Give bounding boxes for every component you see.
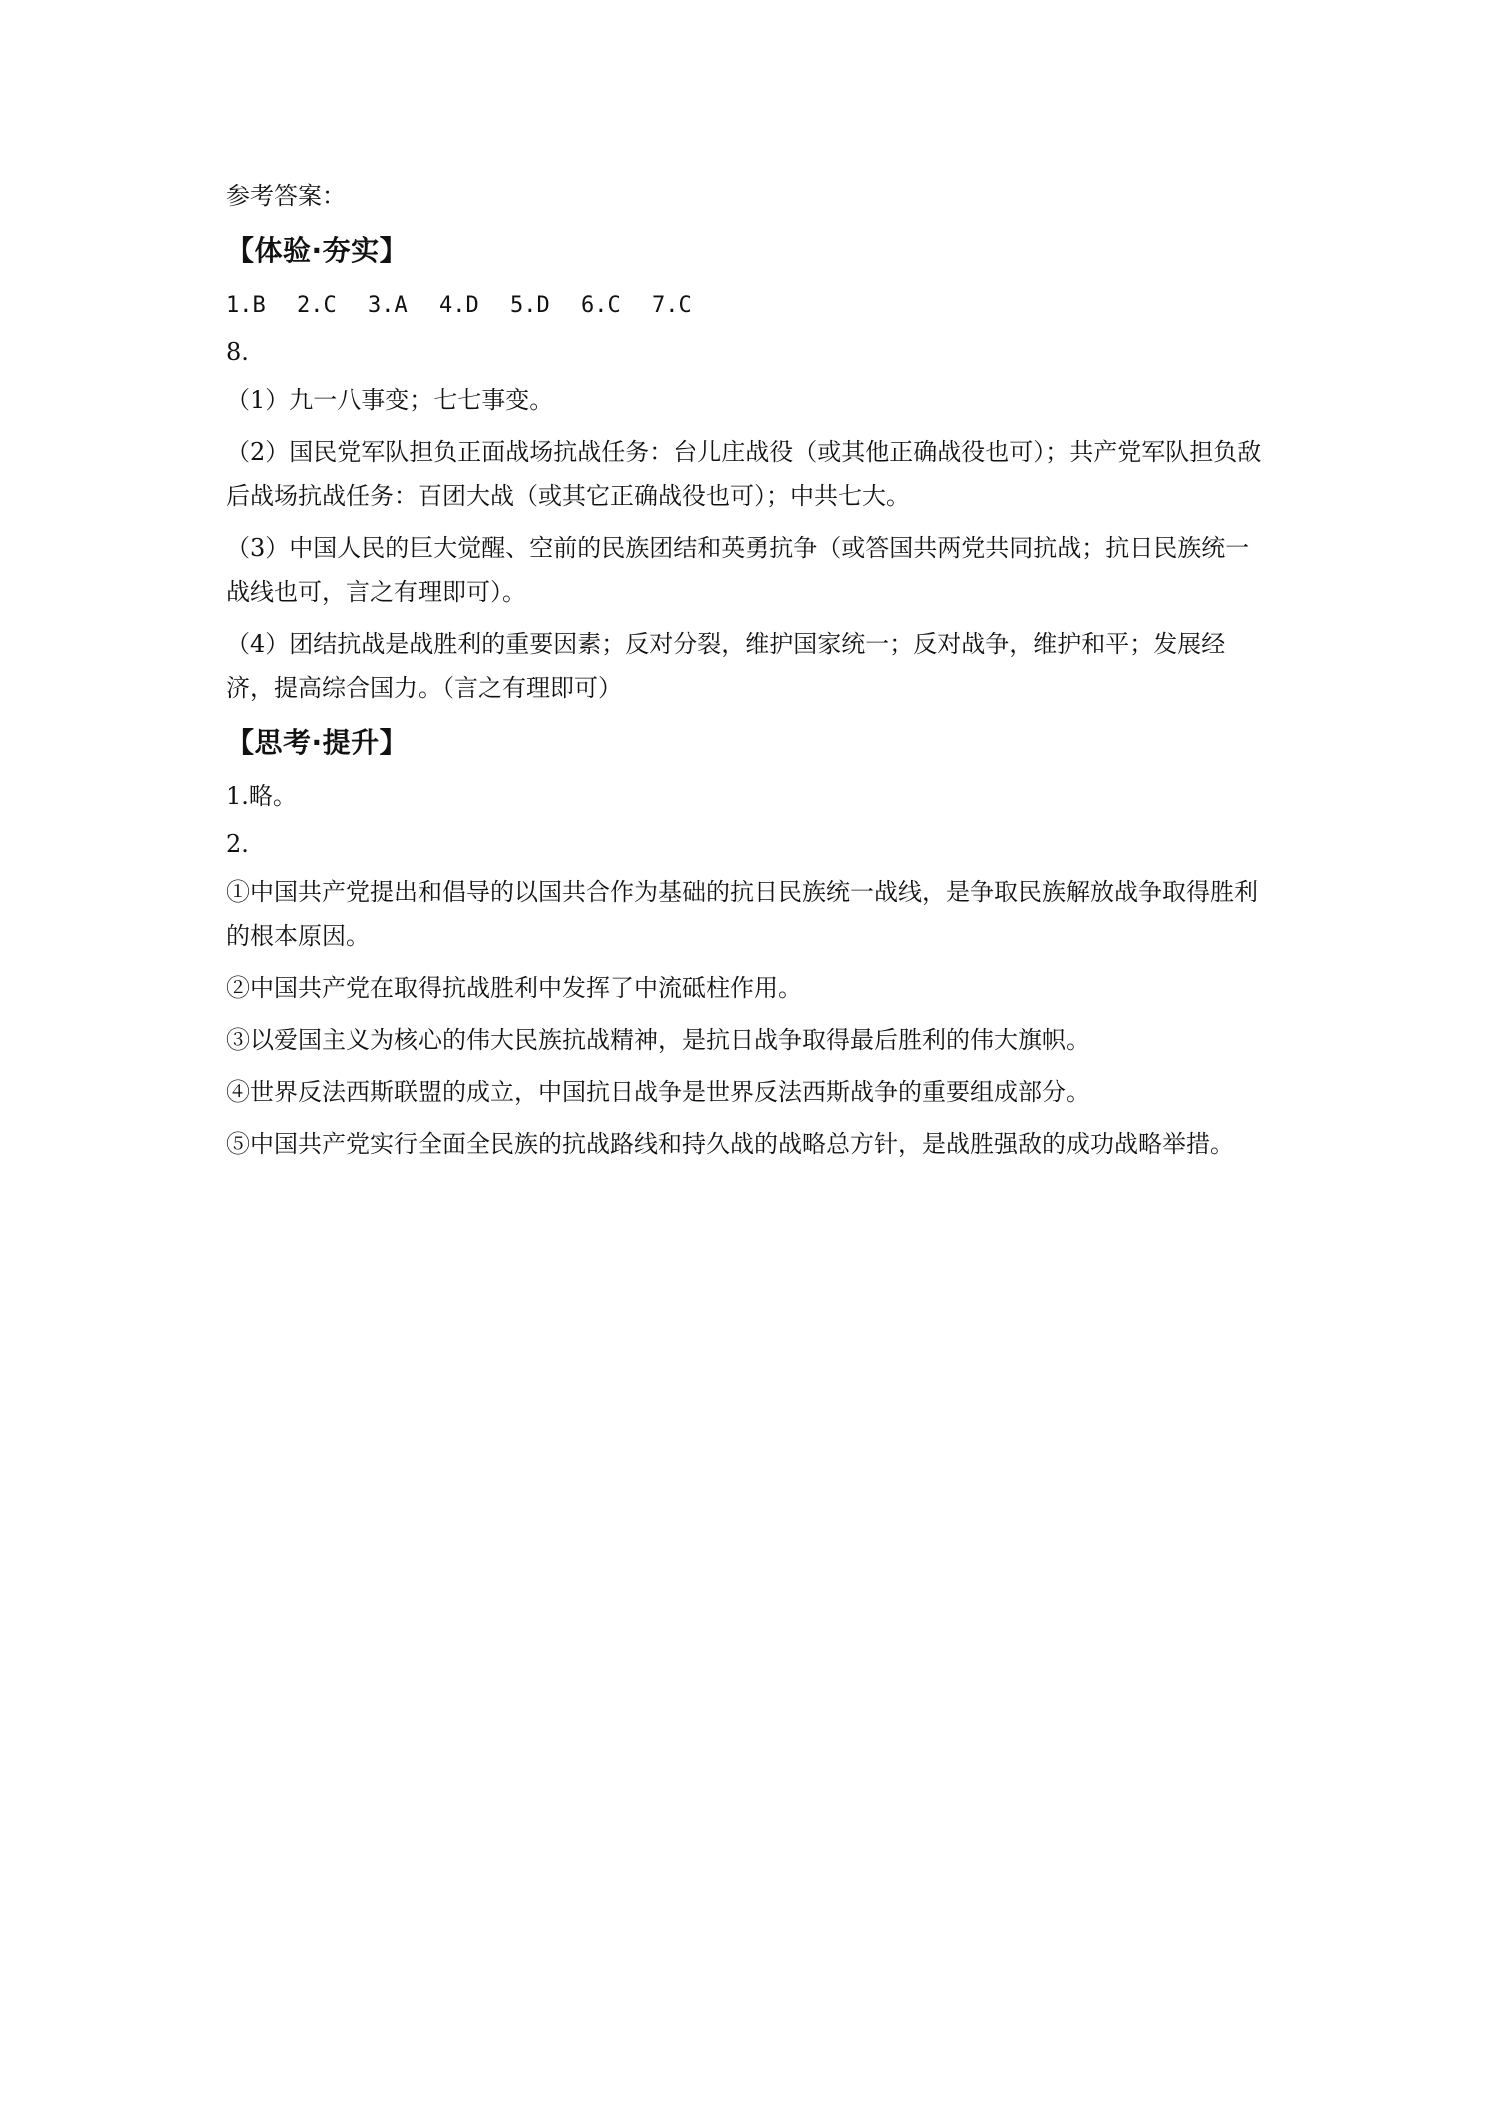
answer-1: 1.B [226, 293, 266, 318]
question-8-item-2: （2）国民党军队担负正面战场抗战任务：台儿庄战役（或其他正确战役也可）；共产党军队担负敌后战场抗战任务：百团大战（或其它正确战役也可）；中共七大。 [226, 438, 1262, 510]
answer-2: 2.C [297, 293, 337, 318]
question-8-item-4: （4）团结抗战是战胜利的重要因素；反对分裂，维护国家统一；反对战争，维护和平；发展经济，提高综合国力。（言之有理即可） [226, 630, 1226, 702]
question-2-label: 2. [226, 830, 249, 858]
multiple-choice-answers [226, 286, 1266, 326]
section-heading-practice: 【体验·夯实】 [226, 234, 409, 267]
question-2-item-1: ①中国共产党提出和倡导的以国共合作为基础的抗日民族统一战线，是争取民族解放战争取得胜利的根本原因。 [226, 878, 1258, 950]
question-1-answer: 1.略。 [226, 782, 297, 810]
question-8-label: 8. [226, 338, 249, 366]
question-2-item-3: ③以爱国主义为核心的伟大民族抗战精神，是抗日战争取得最后胜利的伟大旗帜。 [226, 1026, 1090, 1054]
document-content [226, 178, 1266, 1166]
question-8-item-1: （1）九一八事变；七七事变。 [226, 386, 554, 414]
answer-6: 6.C [581, 293, 621, 318]
reference-answer-label: 参考答案： [226, 182, 346, 210]
answer-7: 7.C [652, 293, 692, 318]
question-2-item-5: ⑤中国共产党实行全面全民族的抗战路线和持久战的战略总方针，是战胜强敌的成功战略举措。 [226, 1130, 1234, 1158]
answer-3: 3.A [368, 293, 408, 318]
section-heading-thinking: 【思考·提升】 [226, 726, 409, 759]
answer-4: 4.D [439, 293, 479, 318]
answer-5: 5.D [510, 293, 550, 318]
question-8-item-3: （3）中国人民的巨大觉醒、空前的民族团结和英勇抗争（或答国共两党共同抗战；抗日民族统一战线也可，言之有理即可）。 [226, 534, 1250, 606]
question-2-item-2: ②中国共产党在取得抗战胜利中发挥了中流砥柱作用。 [226, 974, 802, 1002]
question-2-item-4: ④世界反法西斯联盟的成立，中国抗日战争是世界反法西斯战争的重要组成部分。 [226, 1078, 1090, 1106]
